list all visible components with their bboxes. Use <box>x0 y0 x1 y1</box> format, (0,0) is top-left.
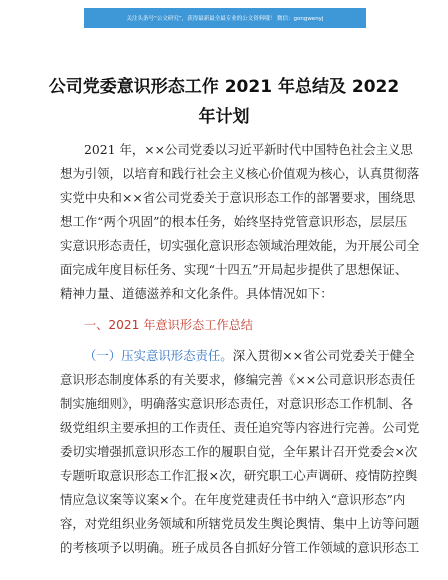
section-heading: 一、2021 年意识形态工作总结 <box>84 318 253 332</box>
promo-banner-text: 关注头条号“公文研究”，获得最新最全最专业的公文资料哦！ 微信：gongwenyj <box>126 16 324 22</box>
paragraph-line: 的考核项予以明确。班子成员各自抓好分管工作领域的意识形态工 <box>60 540 420 555</box>
intro-line: 面完成年度目标任务、实现“十四五”开局起步提供了思想保证、 <box>60 262 408 277</box>
paragraph-line: 意识形态制度体系的有关要求，修编完善《××公司意识形态责任 <box>60 372 416 387</box>
intro-line: 实党中央和××省公司党委关于意识形态工作的部署要求，围绕思 <box>60 190 416 205</box>
paragraph-line: 专题听取意识形态工作汇报×次，研究职工心声调研、疫情防控舆 <box>60 468 418 483</box>
paragraph-text: 深入贯彻××省公司党委关于健全 <box>232 348 415 363</box>
document-title-line-2: 年计划 <box>198 107 250 127</box>
paragraph-line: 容，对党组织业务领域和所辖党员发生舆论舆情、集中上访等问题 <box>60 516 420 531</box>
paragraph-line <box>84 344 415 368</box>
paragraph-line: 级党组织主要承担的工作责任、责任追究等内容进行完善。公司党 <box>60 420 420 435</box>
paragraph-line: 委切实增强抓意识形态工作的履职自觉，全年累计召开党委会×次 <box>60 444 418 459</box>
paragraph-line: 情应急议案等议案×个。在年度党建责任书中纳入“意识形态”内 <box>60 492 406 507</box>
subsection-lead: （一）压实意识形态责任。 <box>84 348 233 363</box>
intro-line: 想为引领，以培育和践行社会主义核心价值观为核心，认真贯彻落 <box>60 166 420 181</box>
intro-line: 精神力量、道德滋养和文化条件。具体情况如下： <box>60 286 333 301</box>
intro-line: 2021 年，××公司党委以习近平新时代中国特色社会主义思 <box>84 142 413 157</box>
promo-banner <box>84 8 366 28</box>
document-title-line-1: 公司党委意识形态工作 2021 年总结及 2022 <box>48 77 400 97</box>
intro-line: 想工作“两个巩固”的根本任务，始终坚持党管意识形态，层层压 <box>60 214 408 229</box>
paragraph-line: 制实施细则》，明确落实意识形态责任，对意识形态工作机制、各 <box>60 396 414 411</box>
intro-line: 实意识形态责任，切实强化意识形态领域治理效能，为开展公司全 <box>60 238 420 253</box>
